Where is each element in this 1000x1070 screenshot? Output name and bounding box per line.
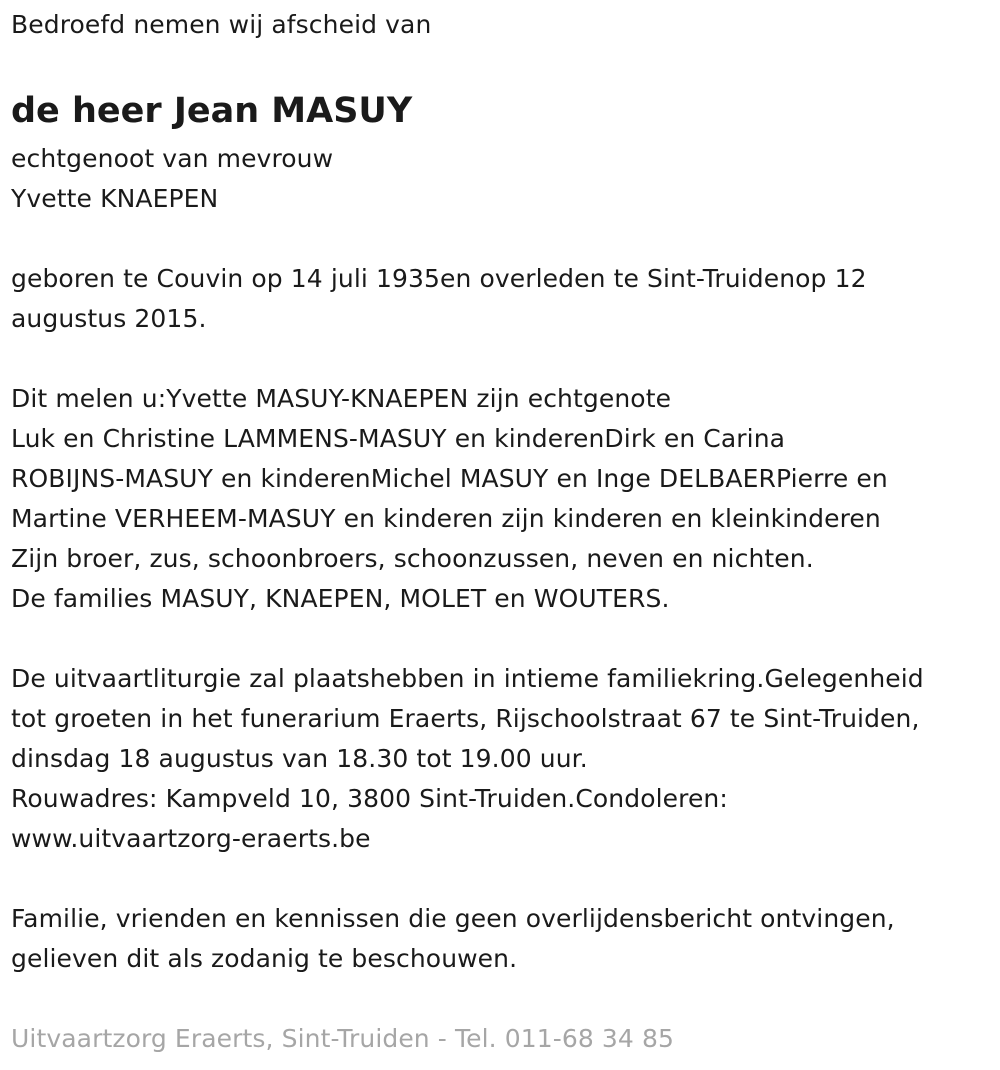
spouse-name: Yvette KNAEPEN bbox=[11, 184, 219, 213]
funeral-home-footer: Uitvaartzorg Eraerts, Sint-Truiden - Tel. 011-68 34 85 bbox=[11, 1024, 674, 1053]
spacer bbox=[11, 339, 996, 379]
spacer bbox=[11, 979, 996, 1019]
spouse-line: echtgenoot van mevrouw bbox=[11, 144, 334, 173]
closing-paragraph bbox=[11, 899, 996, 979]
obituary-notice bbox=[11, 0, 996, 1059]
text-line: De uitvaartliturgie zal plaatshebben in intieme familiekring.Gelegenheid bbox=[11, 664, 924, 693]
text-line: Zijn broer, zus, schoonbroers, schoonzussen, neven en nichten. bbox=[11, 544, 814, 573]
text-line: Rouwadres: Kampveld 10, 3800 Sint-Truiden.Condoleren: bbox=[11, 784, 728, 813]
text-line: Familie, vrienden en kennissen die geen overlijdensbericht ontvingen, bbox=[11, 904, 895, 933]
text-line: Martine VERHEEM-MASUY en kinderen zijn kinderen en kleinkinderen bbox=[11, 504, 881, 533]
text-line: dinsdag 18 augustus van 18.30 tot 19.00 uur. bbox=[11, 744, 588, 773]
intro-text: Bedroefd nemen wij afscheid van bbox=[11, 10, 432, 39]
spacer bbox=[11, 619, 996, 659]
text-line: augustus 2015. bbox=[11, 304, 207, 333]
text-line: ROBIJNS-MASUY en kinderenMichel MASUY en Inge DELBAERPierre en bbox=[11, 464, 888, 493]
condolence-url: www.uitvaartzorg-eraerts.be bbox=[11, 824, 371, 853]
text-line: geboren te Couvin op 14 juli 1935en overleden te Sint-Truidenop 12 bbox=[11, 264, 867, 293]
text-line: tot groeten in het funerarium Eraerts, Rijschoolstraat 67 te Sint-Truiden, bbox=[11, 704, 920, 733]
text-line: gelieven dit als zodanig te beschouwen. bbox=[11, 944, 518, 973]
family-paragraph bbox=[11, 379, 996, 619]
deceased-name: de heer Jean MASUY bbox=[11, 91, 413, 131]
text-line: De families MASUY, KNAEPEN, MOLET en WOUTERS. bbox=[11, 584, 670, 613]
text-line: Dit melen u:Yvette MASUY-KNAEPEN zijn echtgenote bbox=[11, 384, 672, 413]
text-line: Luk en Christine LAMMENS-MASUY en kinderenDirk en Carina bbox=[11, 424, 786, 453]
funeral-paragraph bbox=[11, 659, 996, 859]
spacer bbox=[11, 859, 996, 899]
birth-death-paragraph bbox=[11, 259, 996, 339]
spacer bbox=[11, 219, 996, 259]
